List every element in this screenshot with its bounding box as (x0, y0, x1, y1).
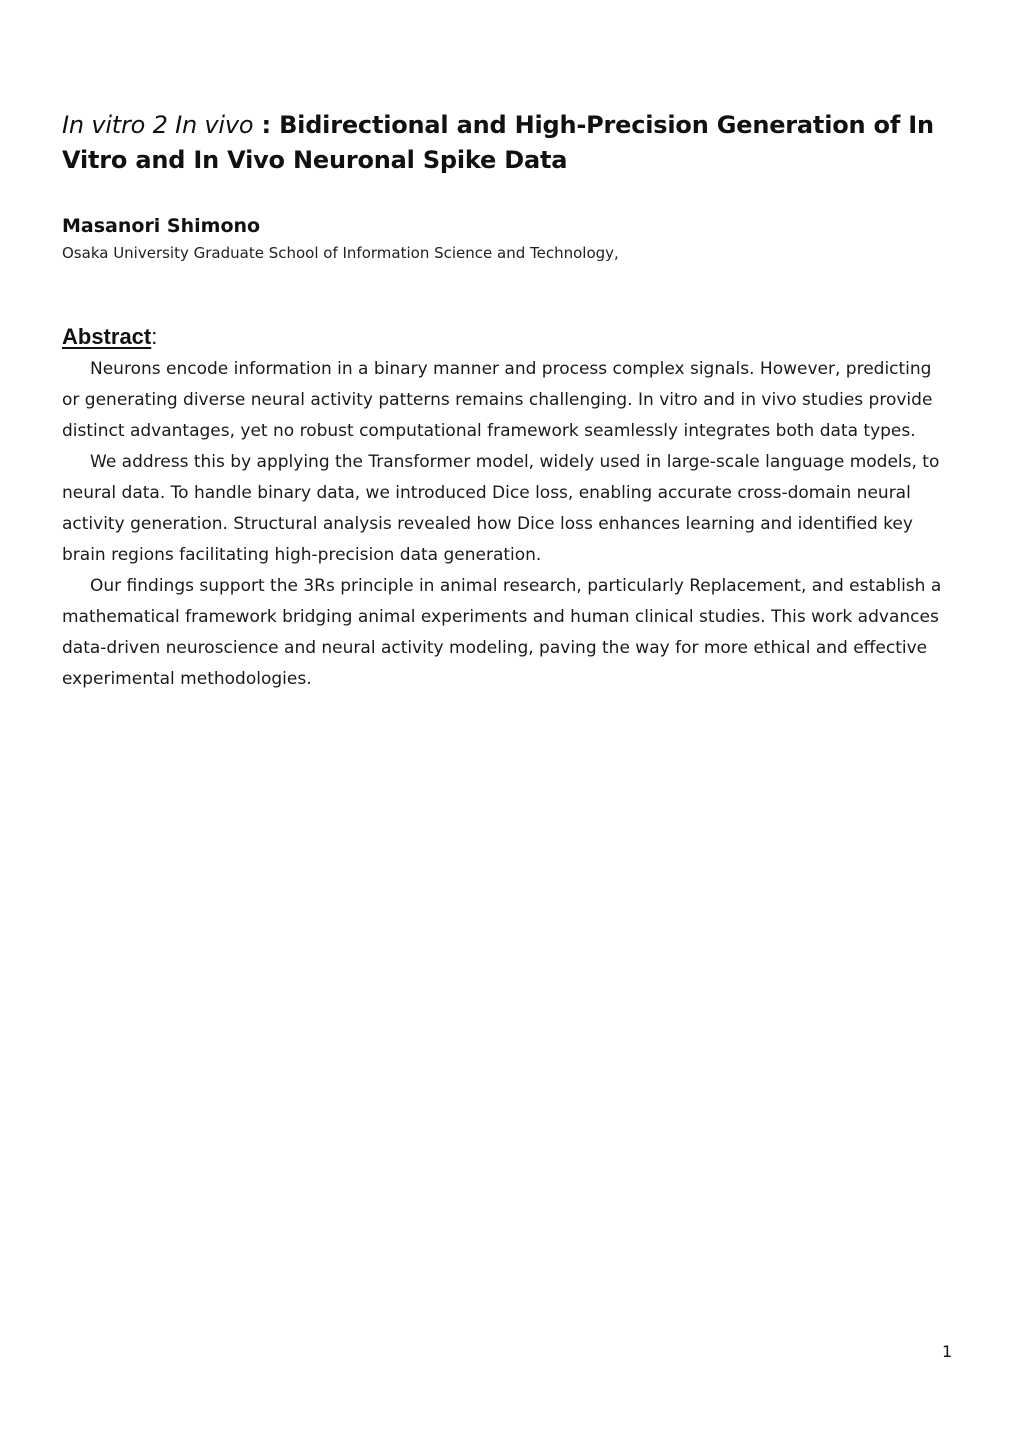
author-affiliation: Osaka University Graduate School of Information Science and Technology, (62, 244, 619, 262)
title-main: Bidirectional and High-Precision Generation of In Vitro and In Vivo Neuronal Spike Data (62, 111, 934, 174)
title-italic-part: In vitro 2 In vivo (62, 111, 254, 139)
title-separator: : (253, 111, 280, 139)
abstract-paragraph: Our findings support the 3Rs principle in animal research, particularly Replacement, and establish a mathematical framework bridging animal experiments and human clinical studies. This work advances data-driven neuroscience and neural activity modeling, paving the way for more ethical and effective experimental methodologies. (62, 576, 942, 689)
abstract-heading-label: Abstract (62, 324, 152, 349)
abstract-paragraph: Neurons encode information in a binary manner and process complex signals. However, predicting or generating diverse neural activity patterns remains challenging. In vitro and in vivo studies provide distinct advantages, yet no robust computational framework seamlessly integrates both data types. (62, 359, 933, 441)
author-name: Masanori Shimono (62, 215, 261, 237)
paper-title (62, 108, 962, 178)
page-number: 1 (942, 1342, 953, 1361)
abstract-paragraph: We address this by applying the Transformer model, widely used in large-scale language models, to neural data. To handle binary data, we introduced Dice loss, enabling accurate cross-domain neural activity generation. Structural analysis revealed how Dice loss enhances learning and identified key brain regions facilitating high-precision data generation. (62, 452, 940, 565)
abstract-heading (62, 322, 157, 352)
abstract-body (62, 354, 952, 695)
abstract-heading-colon: : (151, 324, 158, 349)
